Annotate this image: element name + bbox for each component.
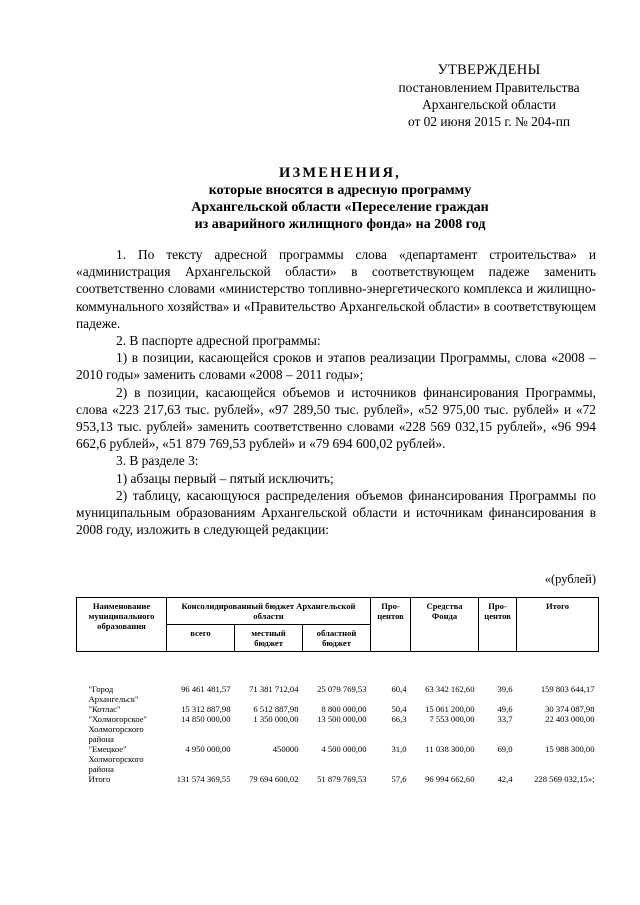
cell-value: 228 569 032,15»; xyxy=(534,774,595,784)
paragraph: 1) абзацы первый – пятый исключить; xyxy=(116,470,334,486)
cell-value: 63 342 162,60 xyxy=(425,684,475,694)
title-line: которые вносятся в адресную программу xyxy=(208,183,472,198)
cell-value: 15 988 300,00 xyxy=(545,744,595,754)
cell-value: 25 079 769,53 xyxy=(317,684,367,694)
header-regional: областной бюджет xyxy=(303,625,371,652)
cell-value: 6 512 887,98 xyxy=(253,704,299,714)
cell-value: 71 381 712,04 xyxy=(249,684,299,694)
cell-value: 30 374 087,98 xyxy=(545,704,595,714)
cell-value: 22 403 000,00 xyxy=(545,714,595,724)
cell-value: 7 553 000,00 xyxy=(429,714,475,724)
header-consolidated: Консолидированный бюджет Архангельской области xyxy=(167,598,371,625)
financing-table xyxy=(76,597,599,784)
title-heading: ИЗМЕНЕНИЯ, xyxy=(279,165,401,181)
cell-value: 42,4 xyxy=(497,774,513,784)
cell-value: 450000 xyxy=(272,744,299,754)
cell-value: 14 850 000,00 xyxy=(181,714,231,724)
cell-value: 131 574 369,55 xyxy=(176,774,231,784)
cell-value: 15 312 887,98 xyxy=(181,704,231,714)
cell-value: 50,4 xyxy=(391,704,407,714)
body-text xyxy=(76,246,596,538)
table-row xyxy=(77,744,599,774)
title-line: Архангельской области «Переселение граждан xyxy=(191,200,489,215)
cell-name: "Емецкое" Холмогорского района xyxy=(88,744,144,774)
table-row xyxy=(77,704,599,714)
cell-value: 4 500 000,00 xyxy=(321,744,367,754)
cell-value: 51 879 769,53 xyxy=(317,774,367,784)
cell-value: 8 800 000,00 xyxy=(321,704,367,714)
cell-value: 57,6 xyxy=(391,774,407,784)
approval-stamp xyxy=(378,62,600,130)
cell-value: 96 994 662,60 xyxy=(425,774,475,784)
cell-value: 96 461 481,57 xyxy=(181,684,231,694)
header-percent: Про-центов xyxy=(371,598,411,652)
unit-label: «(рублей) xyxy=(544,572,596,586)
paragraph: 1) в позиции, касающейся сроков и этапов реализации Программы, слова «2008 – 2010 годы» заменить словами «2008 – 2011 годы»; xyxy=(76,350,596,383)
cell-name: "Город Архангельск" xyxy=(88,684,139,704)
cell-name: Итого xyxy=(88,774,111,784)
cell-value: 66,3 xyxy=(391,714,407,724)
cell-value: 1 350 000,00 xyxy=(253,714,299,724)
header-all: всего xyxy=(167,625,235,652)
header-local: местный бюджет xyxy=(235,625,303,652)
title-line: из аварийного жилищного фонда» на 2008 год xyxy=(194,217,486,232)
paragraph: 2. В паспорте адресной программы: xyxy=(116,333,321,349)
table-row xyxy=(77,714,599,744)
table-total-row xyxy=(77,774,599,784)
cell-value: 159 803 644,17 xyxy=(540,684,595,694)
paragraph: 2) таблицу, касающуюся распределения объемов финансирования Программы по муниципальным образованиям Архангельской области и источникам финансирования в 2008 году, изложить в следующей редакции: xyxy=(76,487,596,538)
cell-value: 39,6 xyxy=(497,684,513,694)
cell-value: 4 950 000,00 xyxy=(185,744,231,754)
cell-name: "Холмогорское" Холмогорского района xyxy=(88,714,148,744)
cell-value: 31,0 xyxy=(391,744,407,754)
cell-value: 79 694 600,02 xyxy=(249,774,299,784)
approval-heading: УТВЕРЖДЕНЫ xyxy=(437,62,541,78)
paragraph: 3. В разделе 3: xyxy=(116,453,199,469)
header-total: Итого xyxy=(517,598,599,652)
cell-value: 60,4 xyxy=(391,684,407,694)
document-title xyxy=(80,165,600,233)
approval-line: постановлением Правительства xyxy=(398,80,580,95)
header-fund: Средства Фонда xyxy=(411,598,479,652)
paragraph: 2) в позиции, касающейся объемов и источников финансирования Программы, слова «223 217,63 тыс. рублей», «97 289,50 тыс. рублей», «52 975,00 тыс. рублей» и «72 953,13 тыс. рублей» заменить соответственно словами «228 569 032,15 рублей», «96 994 662,6 рублей», «51 879 769,53 рублей» и «79 694 600,02 рублей». xyxy=(76,384,596,452)
header-percent: Про-центов xyxy=(479,598,517,652)
cell-value: 11 038 300,00 xyxy=(425,744,475,754)
cell-value: 15 061 200,00 xyxy=(425,704,475,714)
header-name: Наименование муниципального образования xyxy=(77,598,167,652)
cell-value: 69,0 xyxy=(497,744,513,754)
cell-value: 13 500 000,00 xyxy=(317,714,367,724)
cell-value: 49,6 xyxy=(497,704,513,714)
paragraph: 1. По тексту адресной программы слова «департамент строительства» и «администрация Архангельской области» в соответствующем падеже заменить соответственно словами «министерство топливно-энергетического комплекса и жилищно-коммунального хозяйства» и «Правительство Архангельской области» в соответствующем падеже. xyxy=(76,247,596,331)
cell-value: 33,7 xyxy=(497,714,513,724)
approval-line: Архангельской области xyxy=(422,97,556,112)
cell-name: "Котлас" xyxy=(88,704,121,714)
table-row xyxy=(77,684,599,704)
approval-date: от 02 июня 2015 г. № 204-пп xyxy=(407,114,571,129)
